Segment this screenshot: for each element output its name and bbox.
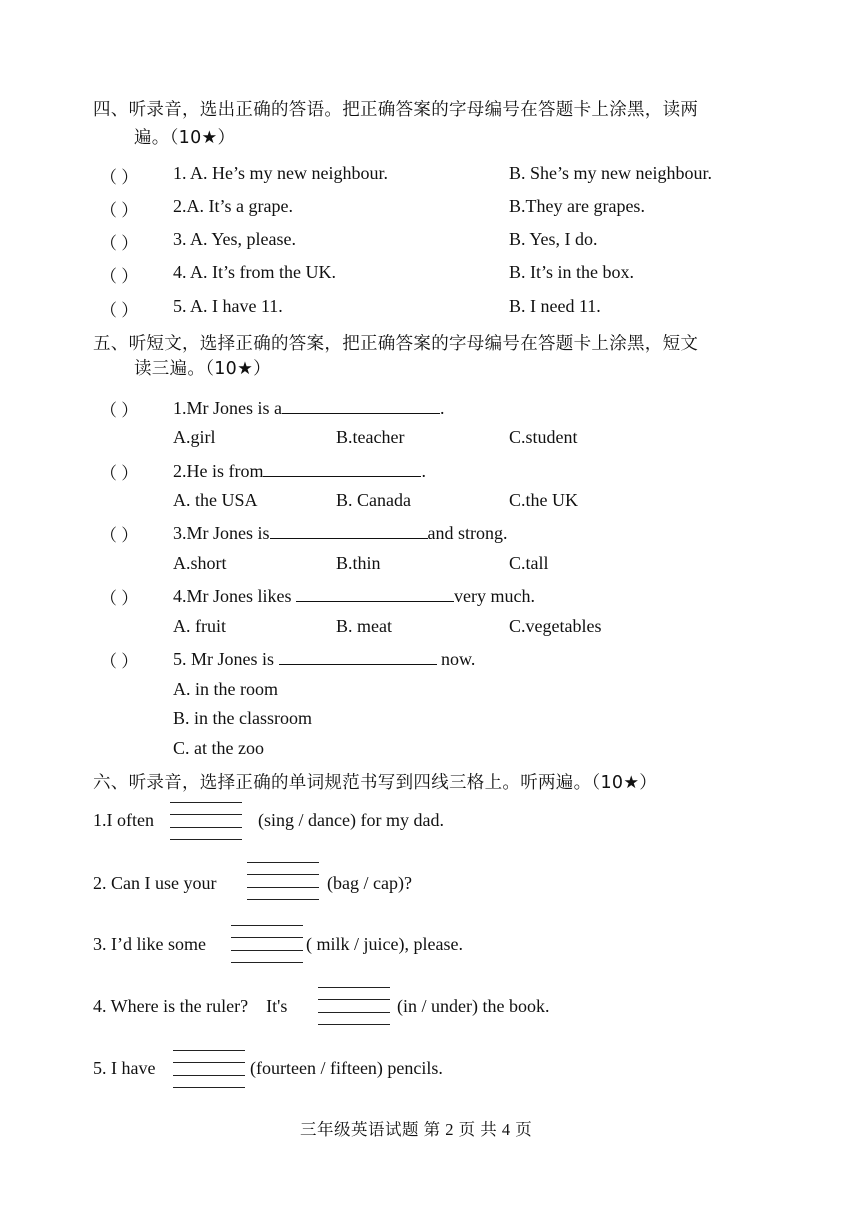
question-text: 2.He is from xyxy=(173,461,264,481)
sentence-start: 3. I’d like some xyxy=(93,934,206,954)
answer-paren: （ ） xyxy=(100,401,139,420)
answer-paren: （ ） xyxy=(100,526,139,545)
option-b: B.teacher xyxy=(336,427,405,447)
sentence-end: (sing / dance) for my dad. xyxy=(258,810,444,830)
option-b: B. meat xyxy=(336,616,392,636)
option-b: B.thin xyxy=(336,553,381,573)
four-line-writing-area[interactable] xyxy=(247,862,319,900)
option-a: A. fruit xyxy=(173,616,226,636)
option-b: B. in the classroom xyxy=(173,708,312,728)
option-a: 4. A. It’s from the UK. xyxy=(173,262,336,282)
sentence-start: 1.I often xyxy=(93,810,154,830)
answer-paren: （ ） xyxy=(100,589,139,608)
option-c: C. at the zoo xyxy=(173,738,264,758)
option-b: B. I need 11. xyxy=(509,296,601,316)
section4-title-line2: 遍。（10★） xyxy=(134,128,236,148)
option-a: 2.A. It’s a grape. xyxy=(173,196,293,216)
sentence-end: (bag / cap)? xyxy=(327,873,412,893)
sentence-end: ( milk / juice), please. xyxy=(306,934,463,954)
four-line-writing-area[interactable] xyxy=(318,987,390,1025)
four-line-writing-area[interactable] xyxy=(173,1050,245,1088)
question-text-end: . xyxy=(440,398,445,418)
sentence-start: 4. Where is the ruler? It's xyxy=(93,996,288,1016)
answer-paren: （ ） xyxy=(100,301,139,320)
section5-title-line2: 读三遍。（10★） xyxy=(134,359,271,379)
answer-paren: （ ） xyxy=(100,201,139,220)
question-stem xyxy=(173,459,426,482)
option-b: B.They are grapes. xyxy=(509,196,645,216)
question-stem xyxy=(173,521,508,544)
option-b: B. It’s in the box. xyxy=(509,262,634,282)
question-text-end: and strong. xyxy=(427,523,508,543)
page-footer: 三年级英语试题 第 2 页 共 4 页 xyxy=(300,1120,533,1139)
option-a: 5. A. I have 11. xyxy=(173,296,283,316)
section5-title-line1: 五、听短文，选择正确的答案，把正确答案的字母编号在答题卡上涂黑，短文 xyxy=(93,334,699,354)
question-text-end: very much. xyxy=(454,586,535,606)
question-stem xyxy=(173,396,445,419)
question-text: 1.Mr Jones is a xyxy=(173,398,282,418)
answer-paren: （ ） xyxy=(100,652,139,671)
question-stem xyxy=(173,647,475,670)
answer-blank[interactable] xyxy=(296,584,454,602)
option-c: C.the UK xyxy=(509,490,578,510)
option-a: A.short xyxy=(173,553,227,573)
answer-paren: （ ） xyxy=(100,464,139,483)
option-a: A. in the room xyxy=(173,679,278,699)
answer-paren: （ ） xyxy=(100,234,139,253)
answer-blank[interactable] xyxy=(270,521,428,539)
question-stem xyxy=(173,584,535,607)
section6-title: 六、听录音，选择正确的单词规范书写到四线三格上。听两遍。（10★） xyxy=(93,773,658,793)
option-c: C.student xyxy=(509,427,578,447)
four-line-writing-area[interactable] xyxy=(231,925,303,963)
option-a: 1. A. He’s my new neighbour. xyxy=(173,163,388,183)
option-a: A.girl xyxy=(173,427,216,447)
sentence-end: (fourteen / fifteen) pencils. xyxy=(250,1058,443,1078)
question-text-end: . xyxy=(421,461,426,481)
option-c: C.tall xyxy=(509,553,549,573)
sentence-start: 2. Can I use your xyxy=(93,873,217,893)
question-text: 4.Mr Jones likes xyxy=(173,586,296,606)
answer-blank[interactable] xyxy=(282,396,440,414)
option-b: B. She’s my new neighbour. xyxy=(509,163,712,183)
option-a: 3. A. Yes, please. xyxy=(173,229,297,249)
answer-blank[interactable] xyxy=(279,647,437,665)
option-b: B. Yes, I do. xyxy=(509,229,598,249)
sentence-start: 5. I have xyxy=(93,1058,156,1078)
question-text-end: now. xyxy=(436,649,476,669)
question-text: 5. Mr Jones is xyxy=(173,649,279,669)
answer-paren: （ ） xyxy=(100,267,139,286)
option-c: C.vegetables xyxy=(509,616,602,636)
section4-title-line1: 四、听录音，选出正确的答语。把正确答案的字母编号在答题卡上涂黑，读两 xyxy=(93,100,699,120)
sentence-end: (in / under) the book. xyxy=(397,996,550,1016)
four-line-writing-area[interactable] xyxy=(170,802,242,840)
answer-blank[interactable] xyxy=(263,459,421,477)
option-a: A. the USA xyxy=(173,490,258,510)
option-b: B. Canada xyxy=(336,490,411,510)
answer-paren: （ ） xyxy=(100,168,139,187)
question-text: 3.Mr Jones is xyxy=(173,523,270,543)
